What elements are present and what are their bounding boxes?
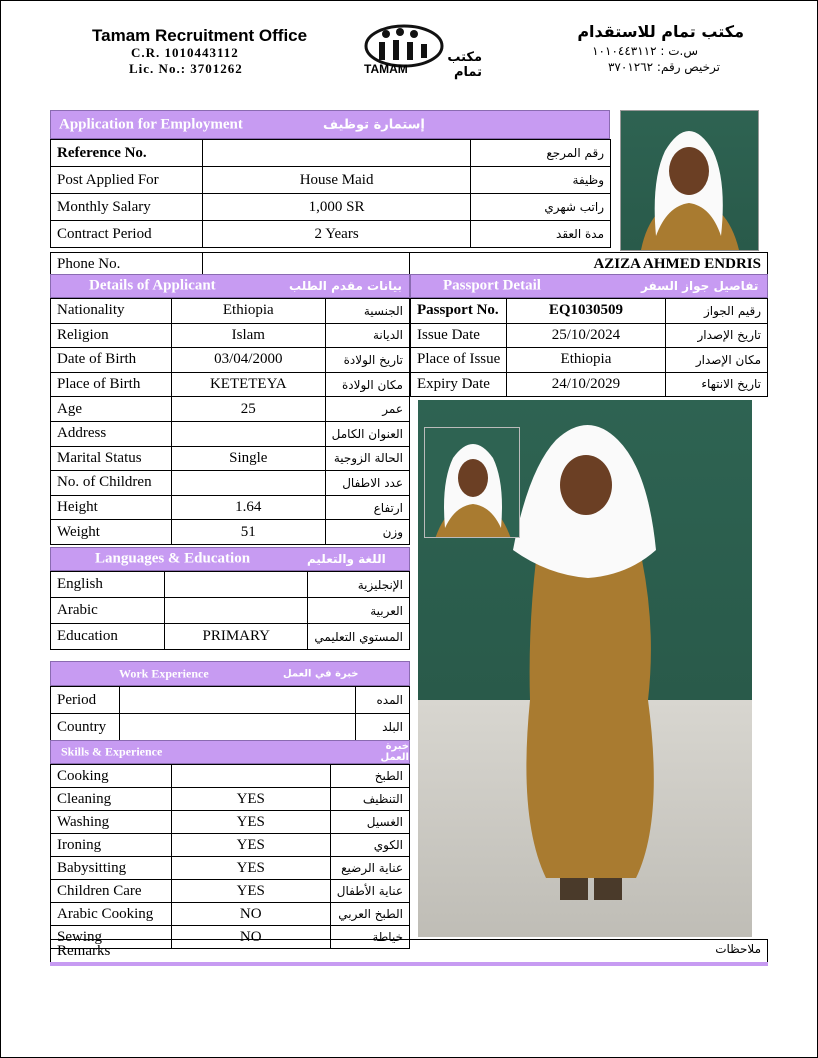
work-title-bar	[50, 661, 410, 686]
phone-value	[203, 253, 410, 276]
languages-label: Arabic	[51, 598, 165, 624]
passport-ar: تاريخ الانتهاء	[665, 372, 767, 397]
skills-ar: الكوي	[330, 834, 409, 857]
details-value	[171, 421, 325, 446]
application-row	[51, 140, 611, 167]
details-value: 25	[171, 397, 325, 422]
languages-ar: المستوي التعليمي	[308, 624, 410, 650]
details-row	[51, 323, 410, 348]
details-table	[50, 298, 410, 545]
skills-value: NO	[171, 903, 330, 926]
languages-row	[51, 572, 410, 598]
skills-title-bar	[50, 740, 410, 764]
logo-word: TAMAM	[364, 62, 408, 76]
details-ar: ارتفاع	[325, 495, 409, 520]
passport-row	[411, 348, 768, 373]
application-label: Contract Period	[51, 221, 203, 248]
skills-row	[51, 903, 410, 926]
passport-row	[411, 323, 768, 348]
details-title-bar	[50, 274, 410, 298]
work-title-ar: خبرة في العمل	[283, 668, 359, 679]
languages-title-bar	[50, 547, 410, 571]
details-value: Islam	[171, 323, 325, 348]
details-label: Address	[51, 421, 172, 446]
languages-title-en: Languages & Education	[95, 550, 251, 567]
skills-title-en: Skills & Experience	[61, 744, 163, 759]
application-ar: رقم المرجع	[471, 140, 611, 167]
details-value: 03/04/2000	[171, 348, 325, 373]
application-row	[51, 221, 611, 248]
company-logo	[362, 22, 482, 78]
passport-ar: مكان الإصدار	[665, 348, 767, 373]
application-title-en: Application for Employment	[59, 116, 243, 132]
skills-ar: الغسيل	[330, 811, 409, 834]
passport-ar: رقيم الجواز	[665, 299, 767, 324]
details-ar: الجنسية	[325, 299, 409, 324]
details-ar: عمر	[325, 397, 409, 422]
skills-label: Children Care	[51, 880, 172, 903]
skills-label: Ironing	[51, 834, 172, 857]
passport-value: EQ1030509	[507, 299, 665, 324]
languages-value	[165, 572, 308, 598]
languages-ar: الإنجليزية	[308, 572, 410, 598]
details-label: Age	[51, 397, 172, 422]
passport-label: Issue Date	[411, 323, 507, 348]
details-label: Nationality	[51, 299, 172, 324]
passport-row	[411, 372, 768, 397]
skills-ar: عناية الأطفال	[330, 880, 409, 903]
work-ar: المده	[355, 687, 409, 714]
application-value: 2 Years	[202, 221, 471, 248]
passport-ar: تاريخ الإصدار	[665, 323, 767, 348]
application-label: Post Applied For	[51, 167, 203, 194]
details-row	[51, 348, 410, 373]
applicant-name: AZIZA AHMED ENDRIS	[410, 253, 768, 276]
work-title-en: Work Experience	[119, 666, 209, 680]
application-title-bar	[50, 110, 610, 139]
work-ar: البلد	[355, 714, 409, 741]
applicant-full-body-photo	[418, 400, 752, 937]
skills-row	[51, 834, 410, 857]
skills-ar: الطبخ	[330, 765, 409, 788]
details-row	[51, 520, 410, 545]
skills-label: Sewing	[51, 926, 172, 949]
details-row	[51, 421, 410, 446]
skills-value: NO	[171, 926, 330, 949]
details-title-en: Details of Applicant	[89, 277, 216, 294]
work-value	[120, 714, 356, 741]
skills-value: YES	[171, 857, 330, 880]
details-ar: مكان الولادة	[325, 372, 409, 397]
remarks-row	[50, 939, 768, 962]
skills-value: YES	[171, 811, 330, 834]
details-value	[171, 471, 325, 496]
work-table	[50, 686, 410, 741]
skills-label: Arabic Cooking	[51, 903, 172, 926]
skills-value: YES	[171, 880, 330, 903]
details-ar: وزن	[325, 520, 409, 545]
details-ar: عدد الاطفال	[325, 471, 409, 496]
details-row	[51, 299, 410, 324]
application-label: Reference No.	[51, 140, 203, 167]
application-table	[50, 139, 611, 248]
details-label: Height	[51, 495, 172, 520]
applicant-inset-portrait	[424, 427, 520, 538]
details-label: Religion	[51, 323, 172, 348]
skills-value: YES	[171, 834, 330, 857]
skills-ar: عناية الرضيع	[330, 857, 409, 880]
details-row	[51, 372, 410, 397]
application-ar: راتب شهري	[471, 194, 611, 221]
cr-number-en: C.R. 1010443112	[131, 45, 239, 60]
license-number-ar: ترخيص رقم: ٣٧٠١٢٦٢	[607, 60, 720, 74]
languages-table	[50, 571, 410, 650]
skills-label: Washing	[51, 811, 172, 834]
details-value: Single	[171, 446, 325, 471]
application-value	[202, 140, 471, 167]
phone-name-row	[50, 252, 768, 276]
languages-value: PRIMARY	[165, 624, 308, 650]
details-ar: الحالة الزوجية	[325, 446, 409, 471]
skills-ar: خياطة	[330, 926, 409, 949]
languages-label: English	[51, 572, 165, 598]
skills-row	[51, 811, 410, 834]
passport-value: Ethiopia	[507, 348, 665, 373]
details-value: Ethiopia	[171, 299, 325, 324]
skills-ar: الطبخ العربي	[330, 903, 409, 926]
work-label: Period	[51, 687, 120, 714]
work-value	[120, 687, 356, 714]
details-label: Marital Status	[51, 446, 172, 471]
languages-row	[51, 598, 410, 624]
cr-number-ar: س.ت : ١٠١٠٤٤٣١١٢	[592, 44, 698, 58]
passport-title-ar: تفاصيل جواز السفر	[641, 279, 759, 293]
details-value: KETETEYA	[171, 372, 325, 397]
details-row	[51, 446, 410, 471]
license-number-en: Lic. No.: 3701262	[129, 61, 243, 76]
skills-row	[51, 765, 410, 788]
application-value: House Maid	[202, 167, 471, 194]
details-label: Date of Birth	[51, 348, 172, 373]
skills-table	[50, 764, 410, 949]
details-row	[51, 397, 410, 422]
skills-value: YES	[171, 788, 330, 811]
work-label: Country	[51, 714, 120, 741]
skills-row	[51, 788, 410, 811]
application-row	[51, 167, 611, 194]
details-value: 51	[171, 520, 325, 545]
application-label: Monthly Salary	[51, 194, 203, 221]
skills-ar: التنظيف	[330, 788, 409, 811]
details-ar: الديانة	[325, 323, 409, 348]
languages-row	[51, 624, 410, 650]
languages-value	[165, 598, 308, 624]
application-value: 1,000 SR	[202, 194, 471, 221]
application-ar: وظيفة	[471, 167, 611, 194]
passport-title-bar	[410, 274, 768, 298]
details-label: Weight	[51, 520, 172, 545]
skills-title-ar: خبرة العمل	[380, 741, 409, 763]
passport-value: 24/10/2029	[507, 372, 665, 397]
languages-label: Education	[51, 624, 165, 650]
work-row	[51, 687, 410, 714]
passport-label: Passport No.	[411, 299, 507, 324]
skills-label: Cleaning	[51, 788, 172, 811]
passport-value: 25/10/2024	[507, 323, 665, 348]
languages-ar: العربية	[308, 598, 410, 624]
work-row	[51, 714, 410, 741]
office-name-en: Tamam Recruitment Office	[92, 26, 308, 45]
skills-value	[171, 765, 330, 788]
details-title-ar: بيانات مقدم الطلب	[289, 279, 403, 293]
details-row	[51, 471, 410, 496]
application-row	[51, 194, 611, 221]
details-value: 1.64	[171, 495, 325, 520]
details-ar: العنوان الكامل	[325, 421, 409, 446]
passport-table	[410, 298, 768, 397]
application-ar: مدة العقد	[471, 221, 611, 248]
applicant-portrait-photo	[620, 110, 759, 251]
office-name-ar: مكتب تمام للاستقدام	[577, 22, 744, 41]
remarks-label-ar: ملاحظات	[715, 942, 761, 956]
skills-label: Babysitting	[51, 857, 172, 880]
passport-label: Expiry Date	[411, 372, 507, 397]
skills-label: Cooking	[51, 765, 172, 788]
application-title-ar: إستمارة توظيف	[323, 117, 425, 132]
details-label: No. of Children	[51, 471, 172, 496]
passport-row	[411, 299, 768, 324]
details-row	[51, 495, 410, 520]
passport-title-en: Passport Detail	[443, 277, 541, 294]
passport-label: Place of Issue	[411, 348, 507, 373]
remarks-bottom-bar	[50, 962, 768, 966]
details-ar: تاريخ الولادة	[325, 348, 409, 373]
logo-arabic: مكتب تمام	[447, 50, 482, 80]
details-label: Place of Birth	[51, 372, 172, 397]
remarks-label: Remarks	[57, 943, 111, 959]
skills-row	[51, 857, 410, 880]
languages-title-ar: اللغة والتعليم	[307, 552, 386, 566]
phone-label: Phone No.	[51, 253, 203, 276]
skills-row	[51, 880, 410, 903]
